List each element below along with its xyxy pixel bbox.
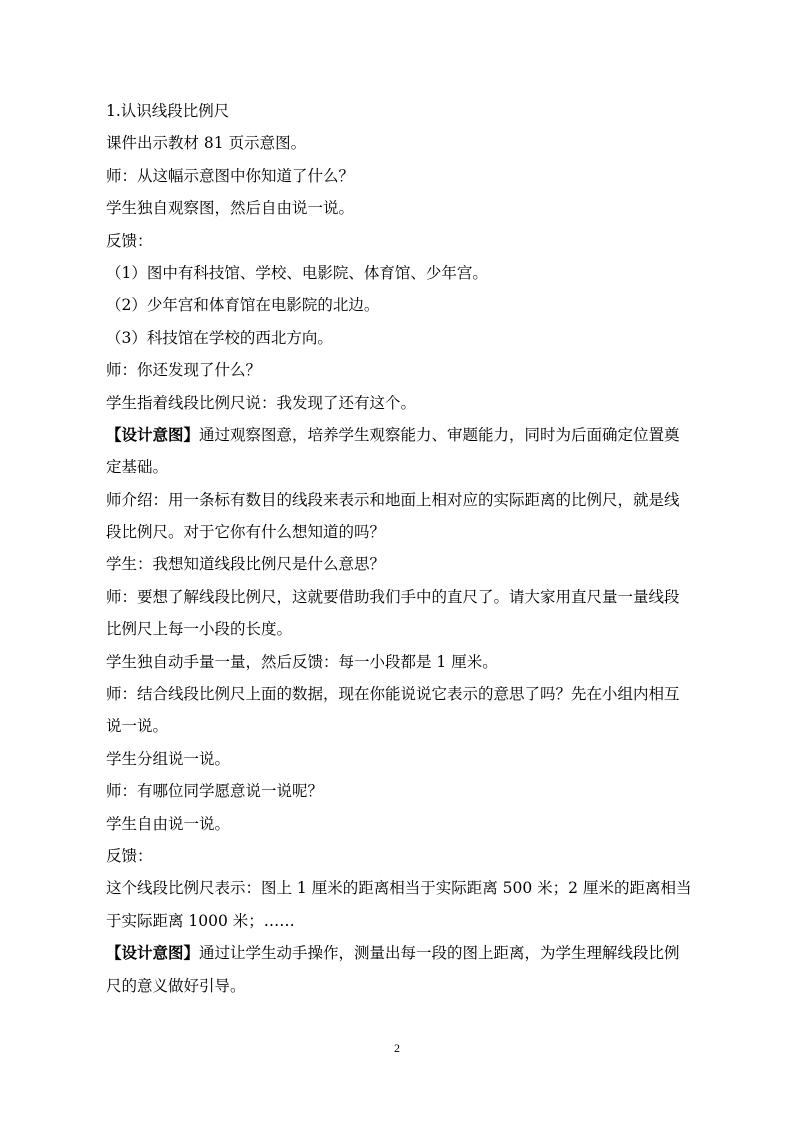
design-intent-text: 定基础。 xyxy=(106,458,169,477)
page-number: 2 xyxy=(394,1041,400,1055)
design-intent-tag: 【设计意图】 xyxy=(106,424,200,444)
paragraph: 师：有哪位同学愿意说一说呢？ xyxy=(106,782,324,801)
paragraph: 学生自由说一说。 xyxy=(106,814,231,833)
paragraph: 学生独自观察图，然后自由说一说。 xyxy=(106,199,355,218)
paragraph: 学生指着线段比例尺说：我发现了还有这个。 xyxy=(106,393,417,412)
paragraph: 反馈： xyxy=(106,846,153,865)
paragraph: 于实际距离 1000 米；…… xyxy=(106,911,295,930)
design-intent-tag: 【设计意图】 xyxy=(106,943,200,963)
paragraph: 学生独自动手量一量，然后反馈：每一小段都是 1 厘米。 xyxy=(106,652,498,671)
list-item: （3）科技馆在学校的西北方向。 xyxy=(106,328,333,347)
design-intent-line xyxy=(106,937,696,969)
paragraph: 说一说。 xyxy=(106,717,169,736)
list-item: （1）图中有科技馆、学校、电影院、体育馆、少年宫。 xyxy=(106,263,488,282)
paragraph: 学生分组说一说。 xyxy=(106,749,231,768)
paragraph: 师：你还发现了什么？ xyxy=(106,361,262,380)
design-intent-text: 通过观察图意，培养学生观察能力、审题能力，同时为后面确定位置奠 xyxy=(199,425,680,444)
page-body xyxy=(106,95,696,1002)
paragraph: 师：从这幅示意图中你知道了什么？ xyxy=(106,166,355,185)
list-item: （2）少年宫和体育馆在电影院的北边。 xyxy=(106,296,380,315)
paragraph: 师介绍：用一条标有数目的线段来表示和地面上相对应的实际距离的比例尺，就是线 xyxy=(106,490,680,509)
paragraph: 师：要想了解线段比例尺，这就要借助我们手中的直尺了。请大家用直尺量一量线段 xyxy=(106,587,680,606)
section-heading: 1.认识线段比例尺 xyxy=(106,102,230,120)
design-intent-text: 尺的意义做好引导。 xyxy=(106,976,246,995)
paragraph: 师：结合线段比例尺上面的数据，现在你能说说它表示的意思了吗？先在小组内相互 xyxy=(106,685,680,704)
paragraph: 反馈： xyxy=(106,231,153,250)
paragraph: 段比例尺。对于它你有什么想知道的吗？ xyxy=(106,523,386,542)
paragraph: 比例尺上每一小段的长度。 xyxy=(106,620,293,639)
design-intent-text: 通过让学生动手操作，测量出每一段的图上距离，为学生理解线段比例 xyxy=(199,944,680,963)
paragraph: 这个线段比例尺表示：图上 1 厘米的距离相当于实际距离 500 米；2 厘米的距离相当 xyxy=(106,879,692,898)
design-intent-line xyxy=(106,419,696,451)
paragraph: 学生：我想知道线段比例尺是什么意思？ xyxy=(106,555,386,574)
paragraph: 课件出示教材 81 页示意图。 xyxy=(106,134,307,153)
